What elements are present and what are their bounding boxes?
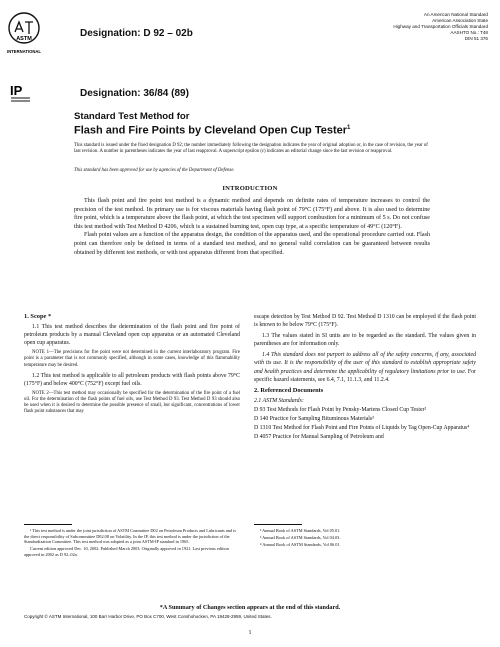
ip-logo-text: IP (10, 83, 23, 98)
ip-logo (8, 82, 34, 104)
title-main: Flash and Fire Points by Cleveland Open Cup Tester (74, 124, 348, 137)
copyright-line: Copyright © ASTM International, 100 Barr Harbor Drive, PO Box C700, West Conshohocken, PA 19428-2959, United States. (24, 614, 272, 619)
referenced-documents-heading: 2. Referenced Documents (254, 386, 324, 394)
title-line-1: Standard Test Method for (74, 111, 190, 122)
introduction-heading: INTRODUCTION (222, 185, 278, 192)
footnote: ² Annual Book of ASTM Standards, Vol 05.01. (260, 528, 341, 533)
right-column (254, 313, 476, 442)
introduction-body (74, 197, 430, 257)
footnotes-right (254, 528, 476, 549)
affiliation-line: AASHTO No.: T48 (450, 30, 488, 35)
note-1: NOTE 1—The precisions for fire point were not determined in the current interlaboratory program. Fire point is a parameter that is not commonly specified, although in some cases, knowledge of this flammability temperature may be desired. (24, 350, 240, 368)
footnote: ¹ This test method is under the joint jurisdiction of ASTM Committee D02 on Petroleum Products and Lubricants and is the direct responsibility of Subcommittee D02.08 on Volatility. In the IP, this test method is under the jurisdiction of the Standardization Committee. This test method was adopted as a joint ASTM-IP standard in 1965. (24, 528, 236, 544)
issue-note: This standard is issued under the fixed designation D 92; the number immediately following the designation indicates the year of original adoption or, in the case of revision, the year of last revision. A number in parentheses indicates the year of last reapproval. A superscript epsilon (ε) indicates an editorial change since the last revision or reapproval. (74, 143, 428, 155)
note-2-continued: escape detection by Test Method D 92. Test Method D 1310 can be employed if the flash point is known to be below 79°C (175°F). (254, 314, 476, 329)
footnote-divider (24, 524, 72, 525)
standard-affiliations (318, 12, 488, 42)
affiliation-line: Highway and Transportation Officials Standard (393, 24, 488, 29)
reference-item: D 4057 Practice for Manual Sampling of Petroleum and (254, 434, 384, 441)
footnotes-left (24, 528, 240, 559)
footnote-divider (254, 524, 302, 525)
paragraph-1-1: 1.1 This test method describes the determination of the flash point and fire point of petroleum products by a manual Cleveland open cup apparatus or an automated Cleveland open cup apparatus. (24, 324, 240, 347)
reference-item: D 140 Practice for Sampling Bituminous Materials³ (254, 416, 374, 423)
paragraph-1-4 (254, 351, 476, 383)
document-title (74, 111, 350, 138)
footnote: ⁴ Annual Book of ASTM Standards, Vol 06.01. (260, 542, 341, 547)
affiliation-line: DIN 51 376 (464, 36, 488, 41)
astm-logo (6, 12, 42, 56)
astm-logo-subtext: INTERNATIONAL (7, 49, 41, 54)
paragraph-1-2: 1.2 This test method is applicable to all petroleum products with flash points above 79°C (175°F) and below 400°C (752°F) except fuel oils. (24, 372, 240, 387)
paragraph-1-3: 1.3 The values stated in SI units are to be regarded as the standard. The values given in parentheses are for information only. (254, 333, 476, 348)
title-footnote-mark: 1 (347, 125, 351, 131)
approved-note: This standard has been approved for use by agencies of the Department of Defense. (74, 168, 235, 173)
scope-heading: 1. Scope * (24, 313, 52, 320)
introduction-paragraph: This flash point and fire point test method is a dynamic method and depends on definite rates of temperature increases to control the precision of the test method. Its primary use is for viscous materials having flash point of 79°C (175°F) and above. It is also used to determine fire point, which is a temperature above the flash point, at which the test specimen will support combustion for a minimum of 5 s. Do not confuse this test method with Test Method D 4206, which is a sustained burning test, open cup type, at a specific temperature of 49°C (120°F). (74, 198, 430, 230)
affiliation-line: American Association State (432, 18, 488, 23)
introduction-paragraph: Flash point values are a function of the apparatus design, the condition of the apparatus used, and the operational procedure carried out. Flash point can therefore only be defined in terms of a standard test method, and no general valid correlation can be guaranteed between results obtained by different test methods, or with test apparatus different from that specified. (74, 232, 430, 256)
footnote: Current edition approved Dec. 10, 2002. Published March 2003. Originally approved in 1921. Last previous edition approved in 2002 as D 92–02a. (24, 546, 229, 557)
safety-statement: 1.4 This standard does not purport to address all of the safety concerns, if any, associated with its use. It is the responsibility of the user of this standard to establish appropriate safety and health practices and determine the applicability of regulatory limitations prior to use. (254, 352, 476, 375)
astm-logo-text: ASTM (16, 36, 32, 42)
footnote: ³ Annual Book of ASTM Standards, Vol 04.03. (260, 535, 341, 540)
astm-standards-label: 2.1 ASTM Standards: (254, 397, 304, 404)
title-line-2 (74, 122, 350, 138)
hazard-reference: For specific hazard statements, see 6.4, 7.1, 11.1.3, and 11.2.4. (254, 368, 476, 383)
document-designation: Designation: D 92 – 02b (80, 28, 193, 39)
summary-of-changes-note: *A Summary of Changes section appears at the end of this standard. (159, 604, 341, 611)
affiliation-line: An American National Standard (423, 12, 488, 17)
note-2: NOTE 2—This test method may occasionally be specified for the determination of the fire point of a fuel oil. For the determination of the flash points of fuel oils, use Test Method D 93. Test Method D 93 should also be used when it is desired to determine the possible presence of small, but significant, concentrations of lower flash point substances that may (24, 390, 240, 415)
reference-item: D 93 Test Methods for Flash Point by Pensky-Martens Closed Cup Tester² (254, 406, 427, 413)
ip-designation: Designation: 36/84 (89) (80, 88, 189, 99)
page-number: 1 (248, 630, 252, 636)
left-column (24, 313, 240, 418)
reference-item: D 1310 Test Method for Flash Point and Fire Points of Liquids by Tag Open-Cup Apparatus⁴ (254, 425, 470, 432)
